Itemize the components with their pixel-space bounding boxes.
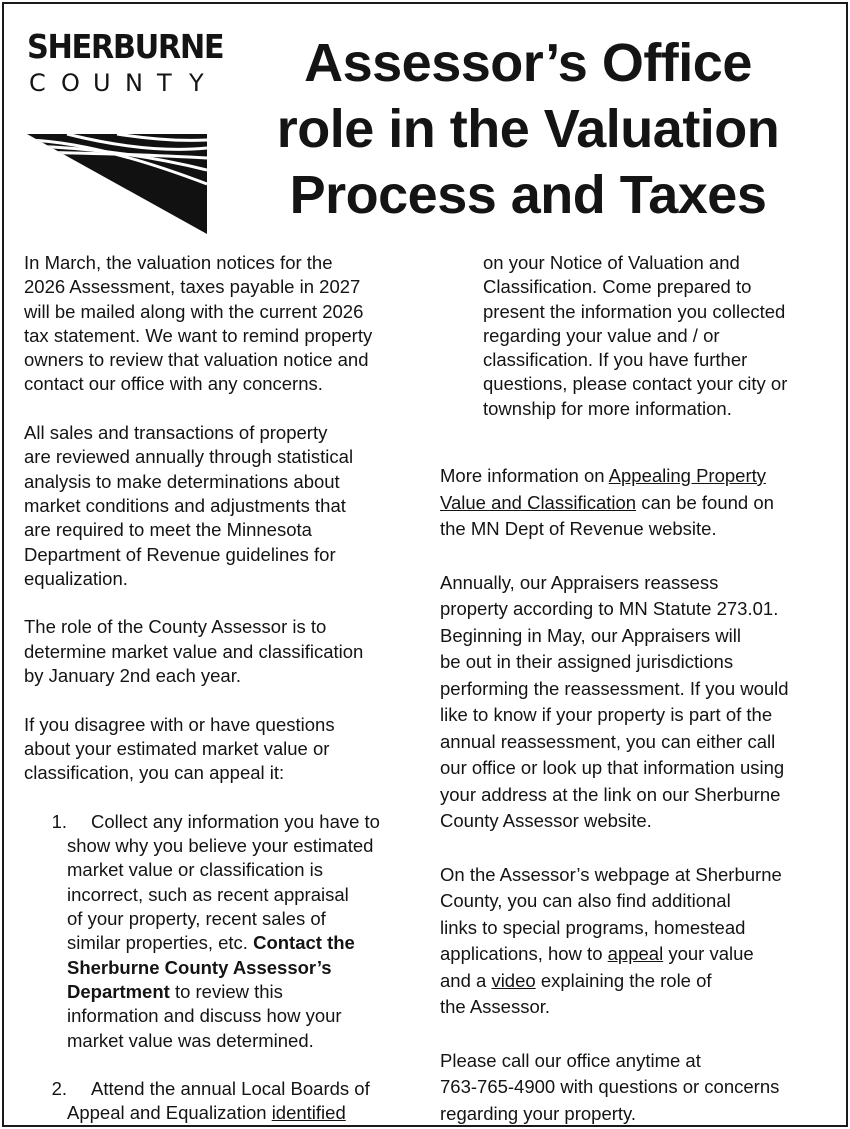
- page-title: Assessor’s Office role in the Valuation Process and Taxes: [276, 33, 780, 225]
- list-number: 1.: [51, 810, 67, 832]
- identified-link[interactable]: identified: [271, 1102, 346, 1124]
- list-item: 1. Collect any information you have to show why you believe your estimated market value or classification is incorrect, such as recent appraisal of your property, recent sales of similar properties, etc. Contact the Sherburne County Assessor’s Department to review this information and discuss how your market value was determined.: [24, 810, 424, 1053]
- intro-paragraph: In March, the valuation notices for the 2026 Assessment, taxes payable in 2027 will be mailed along with the current 2026 tax statement. We want to remind property owners to review that valuation notice and contact our office with any concerns.: [24, 252, 373, 395]
- role-paragraph: The role of the County Assessor is to determine market value and classification by January 2nd each year.: [24, 616, 364, 687]
- contact-paragraph: Please call our office anytime at 763-765-4900 with questions or concerns regarding your property.: [440, 1049, 780, 1124]
- left-column: [24, 251, 424, 1126]
- sherburne-county-logo: [27, 27, 224, 234]
- more-info-paragraph: More information on Appealing Property Value and Classification can be found on the MN Dept of Revenue website.: [440, 465, 774, 540]
- appeal-link[interactable]: appeal: [607, 943, 664, 965]
- video-link[interactable]: video: [491, 969, 536, 991]
- sales-paragraph: All sales and transactions of property are reviewed annually through statistical analysis to make determinations about market conditions and adjustments that are required to meet the Minnesota Department of Revenue guidelines for equalization.: [24, 422, 354, 589]
- list-number: 2.: [51, 1078, 67, 1100]
- value-classification-link[interactable]: Value and Classification: [440, 491, 637, 513]
- logo-name: SHERBURNE: [27, 27, 224, 66]
- logo-subtitle: C O U N T Y: [29, 69, 204, 97]
- appeal-paragraph: If you disagree with or have questions about your estimated market value or classification, you can appeal it:: [24, 713, 335, 784]
- road-field-icon: [27, 134, 207, 234]
- webpage-paragraph: On the Assessor’s webpage at Sherburne County, you can also find additional links to special programs, homestead applications, how to appeal your value and a video explaining the role of the Assessor.: [440, 863, 782, 1018]
- reassessment-paragraph: Annually, our Appraisers reassess property according to MN Statute 273.01. Beginning in May, our Appraisers will be out in their assigned jurisdictions performing the reassessment. If you would like to know if your property is part of the annual reassessment, you can either call our office or look up that information using your address at the link on our Sherburne County Assessor website.: [440, 571, 789, 832]
- list-item: 2. Attend the annual Local Boards of Appeal and Equalization identified: [24, 1077, 424, 1126]
- appealing-property-link[interactable]: Appealing Property: [608, 465, 767, 487]
- continued-paragraph: on your Notice of Valuation and Classification. Come prepared to present the information you collected regarding your value and / or classification. If you have further questions, please contact your city or township for more information.: [483, 252, 788, 419]
- right-column: [440, 251, 835, 1127]
